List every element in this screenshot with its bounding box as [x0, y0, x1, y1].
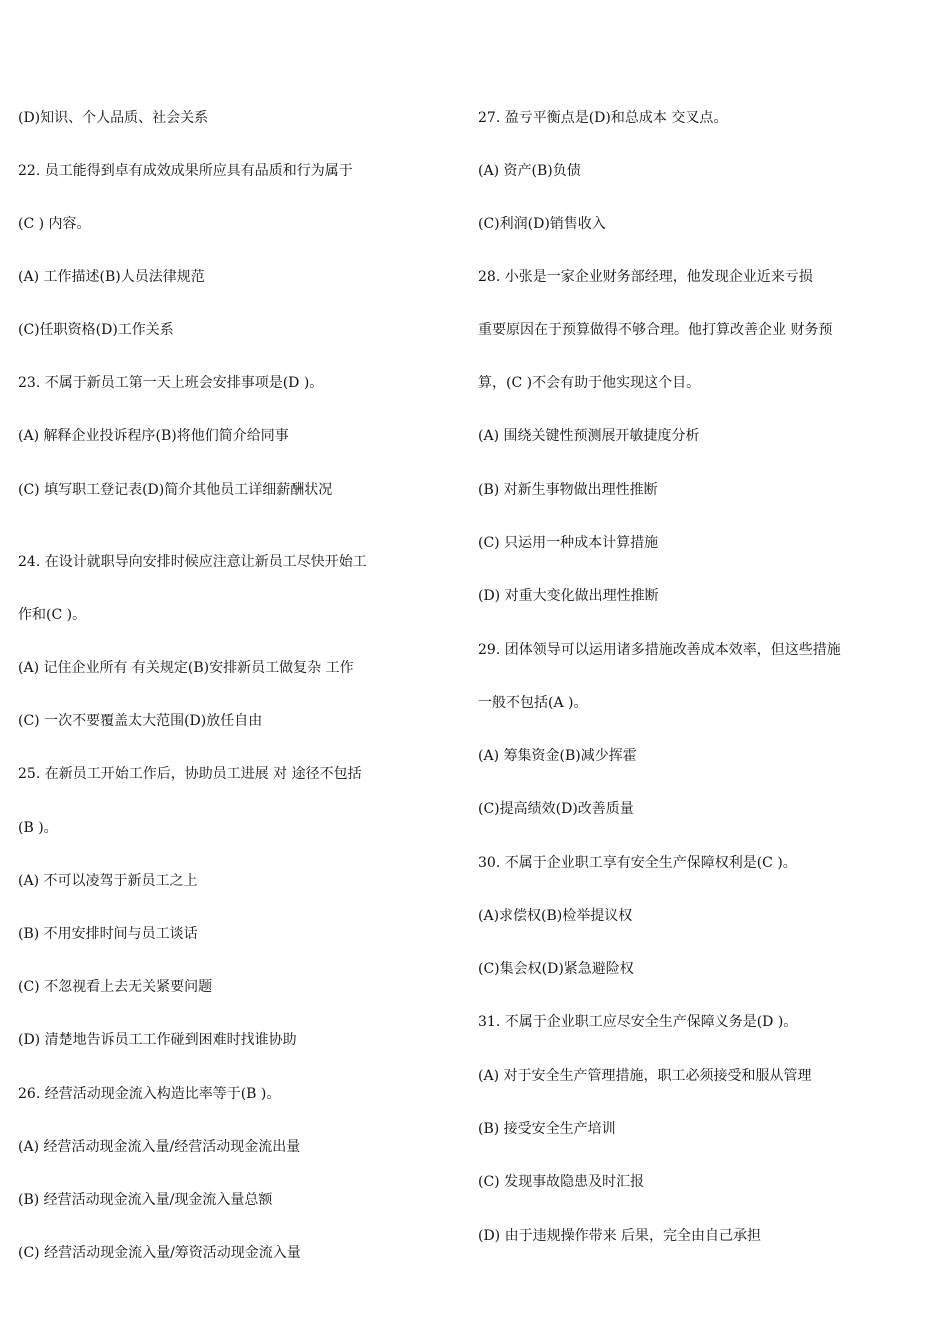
- option-line: (B) 经营活动现金流入量/现金流入量总额: [18, 1192, 273, 1208]
- option-line: (A) 围绕关键性预测展开敏捷度分析: [478, 428, 700, 444]
- option-line: (D) 对重大变化做出理性推断: [478, 588, 659, 604]
- option-line: (C)任职资格(D)工作关系: [18, 322, 174, 338]
- question-28: 28. 小张是一家企业财务部经理，他发现企业近来亏损: [478, 269, 813, 285]
- option-line: (A) 筹集资金(B)减少挥霍: [478, 748, 637, 764]
- question-27: 27. 盈亏平衡点是(D)和总成本 交叉点。: [478, 110, 728, 126]
- text-line: (B )。: [18, 820, 58, 836]
- question-26: 26. 经营活动现金流入构造比率等于(B )。: [18, 1086, 281, 1102]
- option-line: (A) 对于安全生产管理措施，职工必须接受和服从管理: [478, 1068, 812, 1084]
- option-line: (D) 清楚地告诉员工工作碰到困难时找谁协助: [18, 1032, 297, 1048]
- option-line: (B) 对新生事物做出理性推断: [478, 482, 658, 498]
- option-line: (A) 不可以凌驾于新员工之上: [18, 873, 198, 889]
- option-line: (A) 经营活动现金流入量/经营活动现金流出量: [18, 1139, 301, 1155]
- option-line: (C) 只运用一种成本计算措施: [478, 535, 659, 551]
- text-line: 作和(C )。: [18, 607, 87, 623]
- option-line: (C)提高绩效(D)改善质量: [478, 801, 634, 817]
- option-line: (D) 由于违规操作带来 后果，完全由自己承担: [478, 1228, 762, 1244]
- text-line: 一般不包括(A )。: [478, 695, 588, 711]
- question-22: 22. 员工能得到卓有成效成果所应具有品质和行为属于: [18, 163, 353, 179]
- option-line: (A) 工作描述(B)人员法律规范: [18, 269, 205, 285]
- option-line: (C) 发现事故隐患及时汇报: [478, 1174, 645, 1190]
- option-line: (C) 经营活动现金流入量/筹资活动现金流入量: [18, 1245, 301, 1261]
- text-line: 算，(C )不会有助于他实现这个目。: [478, 375, 701, 391]
- option-line: (C) 填写职工登记表(D)简介其他员工详细薪酬状况: [18, 482, 333, 498]
- option-line: (B) 接受安全生产培训: [478, 1121, 616, 1137]
- option-line: (A)求偿权(B)检举提议权: [478, 908, 633, 924]
- option-line: (B) 不用安排时间与员工谈话: [18, 926, 198, 942]
- option-line: (A) 解释企业投诉程序(B)将他们简介给同事: [18, 428, 289, 444]
- question-30: 30. 不属于企业职工享有安全生产保障权利是(C )。: [478, 855, 797, 871]
- question-31: 31. 不属于企业职工应尽安全生产保障义务是(D )。: [478, 1014, 798, 1030]
- text-line: (C ) 内容。: [18, 216, 91, 232]
- question-25: 25. 在新员工开始工作后，协助员工进展 对 途径不包括: [18, 766, 362, 782]
- question-23: 23. 不属于新员工第一天上班会安排事项是(D )。: [18, 375, 324, 391]
- option-line: (C) 一次不要覆盖太大范围(D)放任自由: [18, 713, 263, 729]
- option-line: (A) 资产(B)负债: [478, 163, 581, 179]
- option-line: (C)利润(D)销售收入: [478, 216, 606, 232]
- question-24: 24. 在设计就职导向安排时候应注意让新员工尽快开始工: [18, 554, 367, 570]
- option-line: (C) 不忽视看上去无关紧要问题: [18, 979, 213, 995]
- text-line: (D)知识、个人品质、社会关系: [18, 110, 209, 126]
- option-line: (A) 记住企业所有 有关规定(B)安排新员工做复杂 工作: [18, 660, 354, 676]
- question-29: 29. 团体领导可以运用诸多措施改善成本效率，但这些措施: [478, 642, 841, 658]
- option-line: (C)集会权(D)紧急避险权: [478, 961, 634, 977]
- text-line: 重要原因在于预算做得不够合理。他打算改善企业 财务预: [478, 322, 833, 338]
